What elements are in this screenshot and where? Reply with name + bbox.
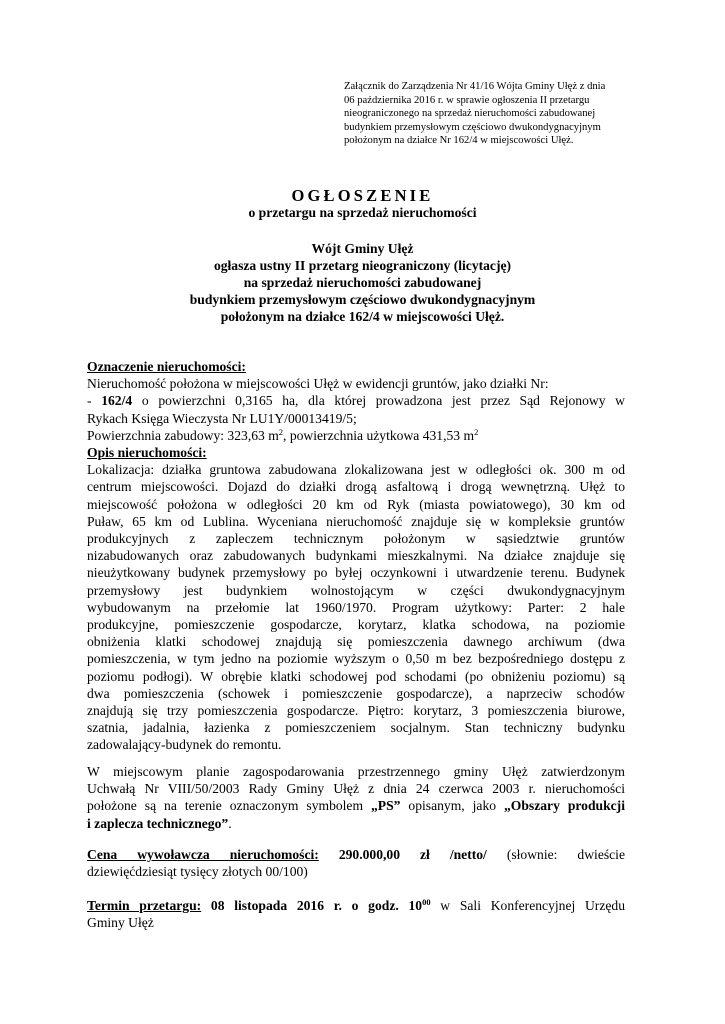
note-line: położonym na działce Nr 162/4 w miejscowości Ułęż. xyxy=(344,135,574,147)
description-line: poziomu podłogi). W obrębie klatki schodowej pod schodami (po obniżeniu poziomu) są xyxy=(87,668,625,684)
term-label: Termin przetargu: xyxy=(87,898,202,913)
note-line: nieograniczonego na sprzedaż nieruchomości zabudowanej xyxy=(344,108,596,120)
plan-text: opisanym, jako xyxy=(400,798,504,814)
description-line: centrum miejscowości. Dojazd do działki drogą asfaltową i drogą wewnętrzną. Ułęż to xyxy=(87,479,625,495)
designation-line: Nieruchomość położona w miejscowości Ułęż w ewidencji gruntów, jako działki Nr: xyxy=(87,376,549,392)
note-line: budynkiem przemysłowym częściowo dwukondygnacyjnym xyxy=(344,121,601,133)
plan-text: położone są na terenie oznaczonym symbolem xyxy=(87,798,371,814)
price-words: (słownie: dwieście xyxy=(486,847,625,862)
parcel-rest: o powierzchni 0,3165 ha, dla której prowadzona jest przez Sąd Rejonowy w xyxy=(132,393,625,409)
description-line: wybudowanym na przełomie lat 1960/1970. Program użytkowy: Parter: 2 hale xyxy=(87,599,625,615)
description-line: nieużytkowany budynek przemysłowy po byłej oczynkowni i utwardzenie terenu. Budynek xyxy=(87,565,625,581)
description-line: Lokalizacja: działka gruntowa zabudowana zlokalizowana jest w odległości ok. 300 m od xyxy=(87,462,625,478)
announcement-heading xyxy=(0,240,725,325)
plan-section xyxy=(87,763,625,832)
term-line xyxy=(87,897,625,914)
heading-line: budynkiem przemysłowym częściowo dwukondygnacyjnym xyxy=(189,292,536,307)
term-time-sup: 00 xyxy=(422,897,431,907)
parcel-prefix: - xyxy=(87,393,102,409)
designation-area-line xyxy=(87,427,625,444)
price-label: Cena wywoławcza nieruchomości: xyxy=(87,847,319,862)
description-line: Puław, 65 km od Lublina. Wyceniana nieruchomość znajduje się w kompleksie gruntów xyxy=(87,513,625,529)
description-line: pomieszczenia, w tym jedno na poziomie wyższym o 0,50 m bez bezpośredniego dostępu z xyxy=(87,651,625,667)
price-line xyxy=(87,846,625,863)
description-line: nizabudowanych oraz zabudowanych budynkami mieszkalnymi. Na działce znajduje się xyxy=(87,548,625,564)
zone-name: „Obszary produkcji xyxy=(503,798,625,814)
area-usable: , powierzchnia użytkowa 431,53 m xyxy=(283,427,475,443)
heading-line: położonym na działce 162/4 w miejscowości Ułęż. xyxy=(220,309,505,324)
parcel-number: 162/4 xyxy=(101,393,133,409)
description-line: znajdują się trzy pomieszczenia gospodarcze. Piętro: korytarz, 3 pomieszczenia biurowe, xyxy=(87,703,625,719)
price-words-cont: dziewięćdziesiąt tysięcy złotych 00/100) xyxy=(87,864,308,880)
heading-line: Wójt Gminy Ułęż xyxy=(311,241,414,256)
description-line: obniżenia klatki schodowej znajdują się pomieszczenia dawnego archiwum (dwa xyxy=(87,634,625,650)
term-place-cont: Gminy Ułęż xyxy=(87,915,154,931)
note-line: Załącznik do Zarządzenia Nr 41/16 Wójta Gminy Ułęż z dnia xyxy=(344,81,606,92)
plan-text: . xyxy=(228,815,232,831)
term-date: 08 listopada 2016 r. o godz. 10 xyxy=(201,898,423,913)
description-line: produkcyjnych z zapleczem technicznym położonym w sąsiedztwie gruntów xyxy=(87,531,625,547)
designation-label: Oznaczenie nieruchomości: xyxy=(87,359,246,374)
term-place: w Sali Konferencyjnej Urzędu xyxy=(430,898,625,913)
description-line: miejscowość położona w odległości 20 km od Ryk (miasta powiatowego), 30 km od xyxy=(87,496,625,512)
description-last-line: zadowalający-budynek do remontu. xyxy=(87,737,282,753)
designation-section xyxy=(87,358,625,754)
plan-line xyxy=(87,797,625,814)
designation-parcel-line xyxy=(87,392,625,409)
plan-line xyxy=(87,815,625,832)
attachment-note xyxy=(344,80,644,148)
note-line: 06 października 2016 r. w sprawie ogłoszenia II przetargu xyxy=(344,94,590,106)
page-title: OGŁOSZENIE xyxy=(291,186,434,205)
plan-line: Uchwałą Nr VIII/50/2003 Rady Gminy Ułęż z dnia 24 czerwca 2003 r. nieruchomości xyxy=(87,781,625,797)
price-value: 290.000,00 zł /netto/ xyxy=(318,847,487,862)
description-line: dwa pomieszczenia (schowek i pomieszczenie gospodarcze), a naprzeciw schodów xyxy=(87,685,625,701)
heading-line: ogłasza ustny II przetarg nieograniczony (licytację) xyxy=(213,258,512,273)
page-subtitle: o przetargu na sprzedaż nieruchomości xyxy=(248,205,477,220)
term-section xyxy=(87,897,625,931)
description-label: Opis nieruchomości: xyxy=(87,445,207,461)
heading-line: na sprzedaż nieruchomości zabudowanej xyxy=(243,275,482,290)
description-line: szatnia, jadalnia, łazienka z pomieszczeniem socjalnym. Stan techniczny budynku xyxy=(87,720,625,736)
area-sup: 2 xyxy=(278,426,284,437)
price-section xyxy=(87,846,625,880)
area-sup: 2 xyxy=(474,426,479,437)
designation-line: Rykach Księga Wieczysta Nr LU1Y/00013419/5; xyxy=(87,410,357,426)
zone-name-cont: i zaplecza technicznego” xyxy=(87,815,229,831)
area-built: Powierzchnia zabudowy: 323,63 m xyxy=(87,427,279,443)
description-line: przemysłowy jest budynkiem wolnostojącym w części dwukondygnacyjnym xyxy=(87,582,625,598)
zone-symbol: „PS” xyxy=(371,798,401,814)
description-line: produkcyjne, pomieszczenie gospodarcze, korytarz, klatka schodowa, na poziomie xyxy=(87,617,625,633)
plan-line: W miejscowym planie zagospodarowania przestrzennego gminy Ułęż zatwierdzonym xyxy=(87,764,625,779)
